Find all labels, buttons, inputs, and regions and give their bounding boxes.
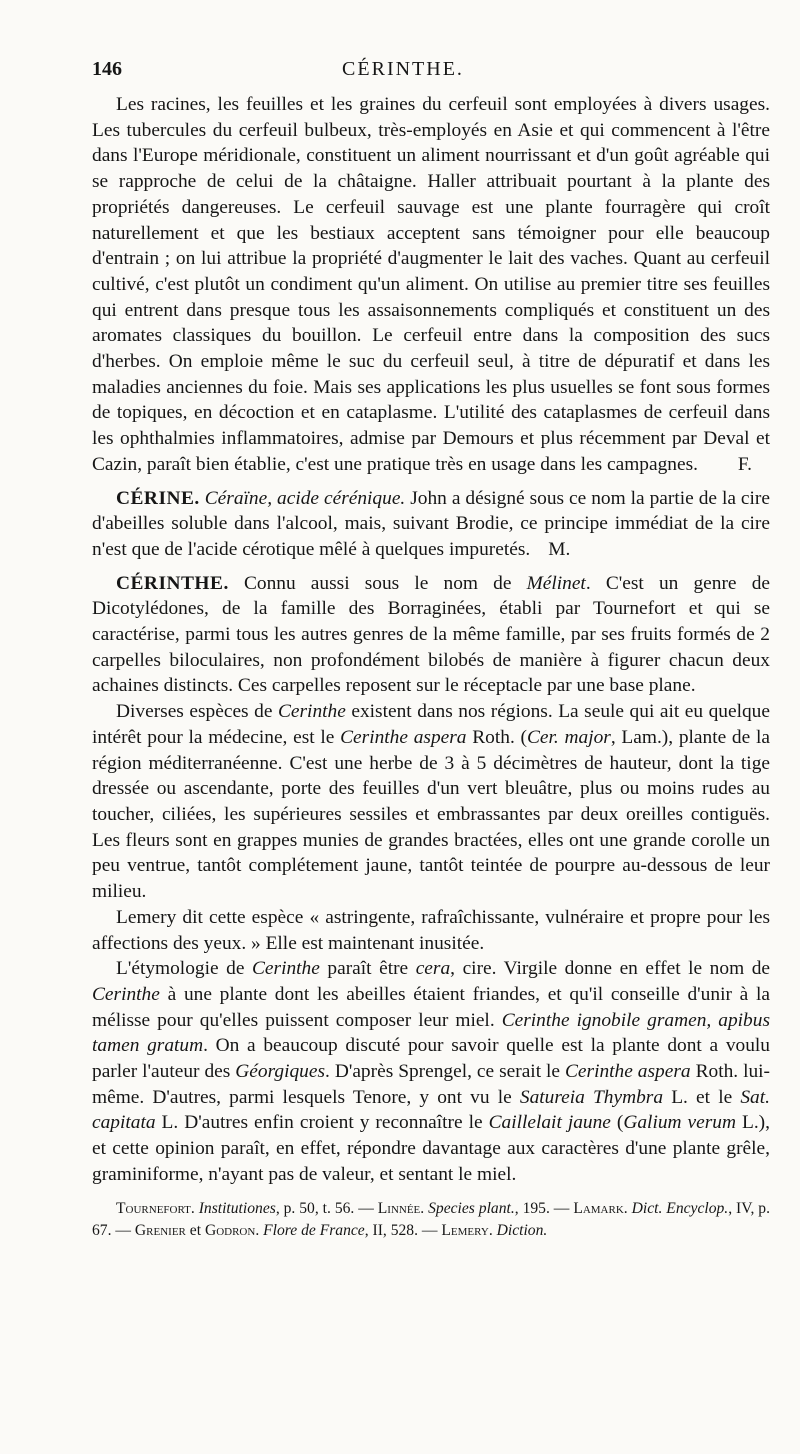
cerfeuil-paragraph — [92, 92, 770, 478]
cerinthe-p4-italic: Sat. capitata — [92, 1086, 770, 1134]
cerinthe-p4-text: , cire. Virgile donne en effet le nom de — [450, 958, 771, 980]
cerinthe-p2-text: , Lam.), plante de la région méditerranéenne. C'est une herbe de 3 à 5 décimètres de hauteur, dont la tige dressée ou ascendante, porte des feuilles d'un vert bleuâtre, plus ou moins rudes au toucher, ciliées, les supérieures sessiles et embrassantes par deux oreilles contiguës. Les fleurs sont en grappes munies de grandes bractées, elles ont une grande corolle un peu ventrue, tantôt complétement jaune, tantôt teintée de pourpre au-dessous de leur milieu. — [92, 726, 770, 903]
biblio-author: Grenier — [134, 1221, 186, 1239]
cerine-headword: CÉRINE. — [116, 487, 200, 509]
biblio-ref: , p. 50, t. 56. — — [275, 1199, 378, 1217]
cerinthe-p4-text: ( — [610, 1112, 624, 1134]
cerinthe-p4-text: L. et le — [663, 1086, 741, 1108]
biblio-author: Lemery — [441, 1221, 489, 1239]
cerine-signature: M. — [548, 538, 571, 560]
cerinthe-p4-text: . D'après Sprengel, ce serait le — [325, 1061, 565, 1083]
cerinthe-p4-italic: cera — [415, 958, 451, 980]
biblio-title: Flore de France — [263, 1221, 365, 1239]
cerinthe-p4-italic: Cerinthe — [92, 983, 160, 1005]
biblio-author: Linnée — [377, 1199, 421, 1217]
biblio-author: Godron — [204, 1221, 256, 1239]
cerinthe-p4 — [92, 956, 770, 1187]
cerinthe-p4-text: Roth. lui-même. D'autres, parmi lesquels Tenore, y ont vu le — [92, 1061, 771, 1108]
cerinthe-entry-p1 — [92, 571, 770, 700]
cerinthe-p2 — [92, 699, 770, 905]
cerinthe-p2-text: Roth. ( — [466, 726, 527, 748]
cerinthe-p1-text: Connu aussi sous le nom de — [228, 572, 527, 594]
biblio-author: Lamark — [573, 1199, 624, 1217]
cerinthe-p4-text: paraît être — [319, 958, 416, 980]
cerinthe-p4-italic: Satureia Thymbra — [519, 1086, 664, 1108]
cerinthe-p2-italic: Cer. major — [526, 726, 611, 748]
cerinthe-p1-italic: Mélinet — [526, 572, 586, 594]
cerfeuil-signature: F. — [737, 453, 752, 475]
biblio-title: Institutiones — [198, 1199, 276, 1217]
biblio-ref: , II, 528. — — [364, 1221, 442, 1239]
cerinthe-p4-italic: Cerinthe aspera — [565, 1061, 691, 1083]
cerine-entry — [92, 486, 770, 563]
cerinthe-p4-italic: Cerinthe ignobile gramen, apibus tamen gratum — [92, 1009, 770, 1057]
biblio-title: Dict. Encyclop. — [631, 1199, 729, 1217]
running-title: CÉRINTHE. — [342, 58, 464, 80]
biblio-title: Species plant. — [428, 1199, 515, 1217]
cerinthe-headword: CÉRINTHE. — [116, 572, 229, 594]
cerinthe-p4-text: L'étymologie de — [116, 958, 252, 980]
page-header — [92, 58, 770, 92]
cerfeuil-text: Les racines, les feuilles et les graines du cerfeuil sont employées à divers usages. Les tubercules du cerfeuil bulbeux, très-employés en Asie et qui commencent à l'être dans l'Europe méridionale, constituent un aliment nourrissant et d'un goût agréable qui se rapproche de celui de la châtaigne. Haller attribuait pourtant à la plante des propriétés dangereuses. Le cerfeuil sauvage est une plante fourragère qui croît naturellement et que les bestiaux acceptent sans témoigner pour elle beaucoup d'entrain ; on lui attribue la propriété d'augmenter le lait des vaches. Quant au cerfeuil cultivé, c'est plutôt un condiment qu'un aliment. On utilise au premier titre ses feuilles qui entrent dans presque tous les assaisonnements compliqués et constituent un des aromates classiques du bouillon. Le cerfeuil entre dans la composition des sucs d'herbes. On emploie même le suc du cerfeuil seul, à titre de dépuratif et dans les maladies anciennes du foie. Mais ses applications les plus usuelles se font sous formes de topiques, en décoction et en cataplasme. L'utilité des cataplasmes de cerfeuil dans les ophthalmies inflammatoires, admise par Demours et plus récemment par Deval et Cazin, paraît bien établie, c'est une pratique très en usage dans les campagnes. — [92, 94, 770, 475]
page-number: 146 — [92, 58, 122, 80]
cerinthe-p2-italic: Cerinthe — [277, 701, 346, 723]
biblio-ref: , 195. — — [514, 1199, 574, 1217]
cerine-subtitle: Céraïne, acide cérénique. — [204, 487, 406, 509]
cerinthe-p4-italic: Géorgiques — [235, 1061, 326, 1083]
cerine-text: John a désigné sous ce nom la partie de la cire d'abeilles soluble dans l'alcool, mais, suivant Brodie, ce principe immédiat de la cire n'est que de l'acide cérotique mêlé à quelques impuretés. — [92, 487, 770, 560]
cerinthe-p2-text: Diverses espèces de — [116, 701, 278, 723]
cerinthe-p4-text: L. D'autres enfin croient y reconnaître le — [155, 1112, 489, 1134]
biblio-ref: , IV, p. 67. — — [92, 1199, 771, 1239]
cerinthe-p4-italic: Cerinthe — [251, 958, 320, 980]
biblio-author: Tournefort — [116, 1199, 191, 1217]
biblio-ref: et — [185, 1221, 205, 1239]
biblio-title: Diction. — [496, 1221, 548, 1239]
cerinthe-p3: Lemery dit cette espèce « astringente, rafraîchissante, vulnéraire et propre pour les affections des yeux. » Elle est maintenant inusitée. — [92, 906, 770, 954]
cerinthe-p2-italic: Cerinthe aspera — [340, 726, 467, 748]
cerinthe-p4-italic: Galium verum — [623, 1112, 736, 1134]
cerinthe-p4-italic: Caillelait jaune — [488, 1112, 611, 1134]
cerinthe-p2-text: existent dans nos régions. La seule qui ait eu quelque intérêt pour la médecine, est le — [92, 701, 770, 748]
cerinthe-p4-text: à une plante dont les abeilles étaient friandes, et qu'il conseille d'unir à la mélisse pour qu'elles puissent composer leur miel. — [92, 983, 770, 1031]
cerinthe-p4-text: L.), et cette opinion paraît, en effet, répondre davantage aux caractères d'une plante grêle, graminiforme, n'ayant pas de valeur, et sentant le miel. — [92, 1112, 770, 1185]
cerinthe-p4-text: . On a beaucoup discuté pour savoir quelle est la plante dont a voulu parler l'auteur des — [92, 1035, 770, 1083]
cerinthe-p1-text: . C'est un genre de Dicotylédones, de la famille des Borraginées, établi par Tournefort et qui se caractérise, parmi tous les autres genres de la même famille, par ses fruits formés de 2 carpelles biloculaires, non profondément bilobés de manière à figurer chacun deux achaines distincts. Ces carpelles reposent sur le réceptacle par une base plane. — [92, 572, 770, 697]
bibliography: Tournefort. Institutiones, p. 50, t. 56. — Linnée. Species plant., 195. — Lamark. Dict. Encyclop., IV, p. 67. — Grenier et Godron. Flore de France, II, 528. — Lemery. Diction. — [92, 1199, 771, 1239]
